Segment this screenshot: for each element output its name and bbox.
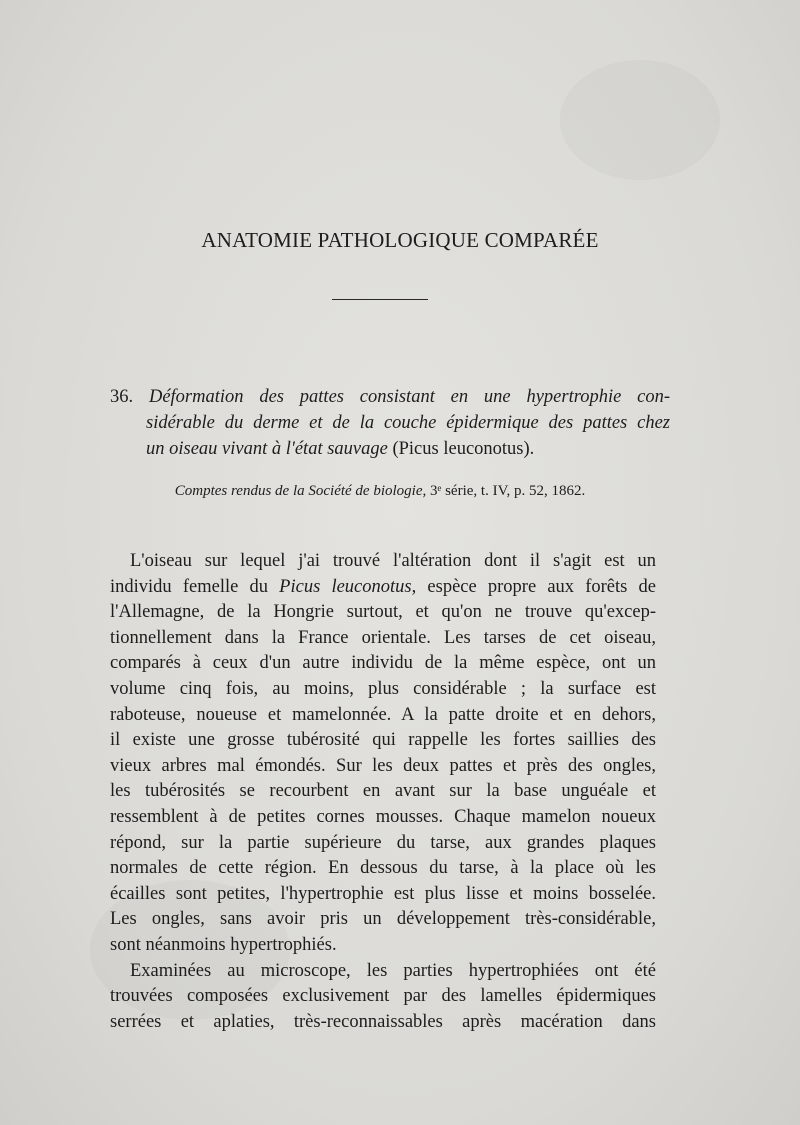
body-line: Examinées au microscope, les parties hypertrophiées ont été [130, 960, 656, 981]
body-line: écailles sont petites, l'hypertrophie est plus lisse et moins bosselée. [110, 883, 656, 904]
body-line: vieux arbres mal émondés. Sur les deux pattes et près des ongles, [110, 755, 656, 776]
body-line: raboteuse, noueuse et mamelonnée. A la patte droite et en dehors, [110, 704, 656, 725]
body-line: Les ongles, sans avoir pris un développement très-considérable, [110, 909, 656, 930]
entry-title-part-2: sidérable du derme et de la couche épidermique des pattes chez [146, 413, 670, 433]
entry-title-line-1 [110, 384, 670, 410]
entry-number: 36. [110, 387, 134, 407]
section-heading: ANATOMIE PATHOLOGIQUE COMPARÉE [201, 228, 599, 252]
body-line [110, 575, 656, 601]
body-text-run: , espèce propre aux forêts de [411, 576, 656, 597]
body-line: serrées et aplaties, très-reconnaissables après macération dans [110, 1011, 656, 1032]
body-text-run: individu femelle du [110, 576, 280, 597]
entry-title-part-3: un oiseau vivant à l'état sauvage [146, 439, 388, 459]
body-line: les tubérosités se recourbent en avant sur la base unguéale et [110, 781, 656, 802]
body-line: volume cinq fois, au moins, plus considérable ; la surface est [110, 678, 656, 699]
entry-title-line-2 [110, 410, 670, 436]
body-line: sont néanmoins hypertrophiés. [110, 934, 337, 955]
species-name: Picus leuconotus [279, 576, 412, 597]
citation-journal: Comptes rendus de la Société de biologie, [174, 483, 427, 499]
paper-stain [560, 60, 720, 180]
heading-rule [332, 299, 428, 300]
entry-title-part-1: Déformation des pattes consistant en une hypertrophie con- [148, 387, 671, 407]
body-text [110, 549, 656, 1035]
body-line: tionnellement dans la France orientale. Les tarses de cet oiseau, [110, 627, 656, 648]
body-line: l'Allemagne, de la Hongrie surtout, et qu'on ne trouve qu'excep- [110, 602, 656, 623]
citation-details: 3ᵉ série, t. IV, p. 52, 1862. [426, 483, 586, 499]
entry-block [110, 384, 670, 462]
body-line: trouvées composées exclusivement par des lamelles épidermiques [110, 986, 656, 1007]
entry-title-line-3 [110, 436, 670, 462]
body-line: ressemblent à de petites cornes mousses. Chaque mamelon noueux [110, 806, 656, 827]
entry-species: (Picus leuconotus). [387, 439, 535, 459]
citation [0, 483, 760, 500]
body-line: comparés à ceux d'un autre individu de la même espèce, ont un [110, 653, 656, 674]
body-line: répond, sur la partie supérieure du tarse, aux grandes plaques [110, 832, 656, 853]
body-line: il existe une grosse tubérosité qui rappelle les fortes saillies des [110, 730, 656, 751]
body-line: L'oiseau sur lequel j'ai trouvé l'altération dont il s'agit est un [130, 551, 656, 571]
body-line: normales de cette région. En dessous du tarse, à la place où les [110, 858, 656, 879]
